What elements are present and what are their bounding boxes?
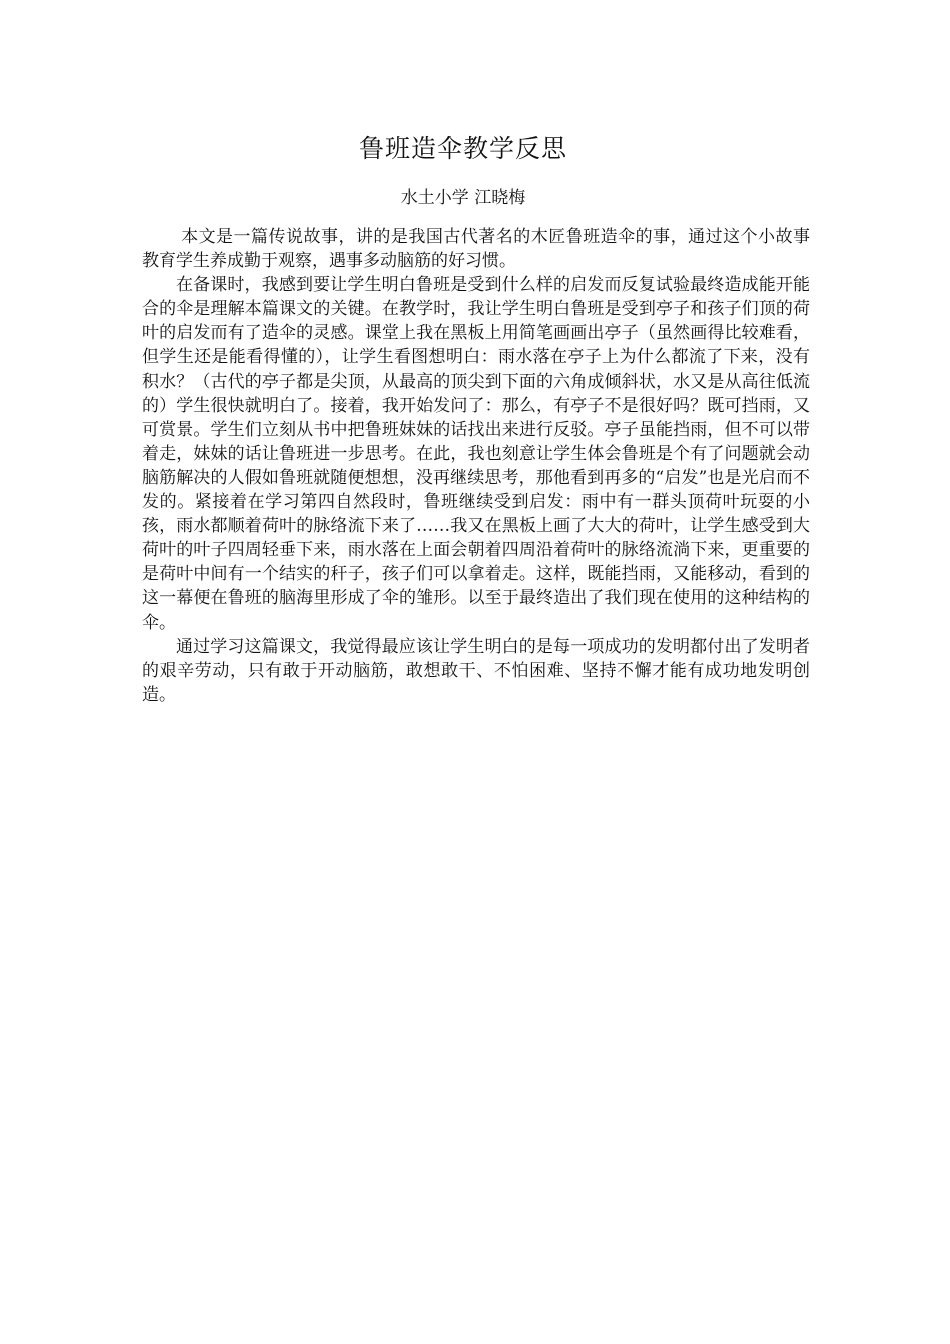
document-title: 鲁班造伞教学反思: [358, 134, 567, 163]
paragraph-conclusion: 通过学习这篇课文，我觉得最应该让学生明白的是每一项成功的发明都付出了发明者的艰辛劳动，只有敢于开动脑筋，敢想敢干、不怕困难、坚持不懈才能有成功地发明创造。: [142, 636, 810, 705]
paragraph-intro: 本文是一篇传说故事，讲的是我国古代著名的木匠鲁班造伞的事，通过这个小故事教育学生养成勤于观察，遇事多动脑筋的好习惯。: [142, 227, 810, 272]
paragraph-lesson-process: 在备课时，我感到要让学生明白鲁班是受到什么样的启发而反复试验最终造成能开能合的伞是理解本篇课文的关键。在教学时，我让学生明白鲁班是受到亭子和孩子们顶的荷叶的启发而有了造伞的灵感。课堂上我在黑板上用简笔画画出亭子（虽然画得比较难看，但学生还是能看得懂的），让学生看图想明白：雨水落在亭子上为什么都流了下来，没有积水？（古代的亭子都是尖顶，从最高的顶尖到下面的六角成倾斜状，水又是从高往低流的）学生很快就明白了。接着，我开始发问了：那么，有亭子不是很好吗？既可挡雨，又可赏景。学生们立刻从书中把鲁班妹妹的话找出来进行反驳。亭子虽能挡雨，但不可以带着走，妹妹的话让鲁班进一步思考。在此，我也刻意让学生体会鲁班是个有了问题就会动脑筋解决的人假如鲁班就随便想想，没再继续思考，那他看到再多的“启发”也是光启而不发的。紧接着在学习第四自然段时，鲁班继续受到启发：雨中有一群头顶荷叶玩耍的小孩，雨水都顺着荷叶的脉络流下来了……我又在黑板上画了大大的荷叶，让学生感受到大荷叶的叶子四周轻垂下来，雨水落在上面会朝着四周沿着荷叶的脉络流淌下来，更重要的是荷叶中间有一个结实的秆子，孩子们可以拿着走。这样，既能挡雨，又能移动，看到的这一幕便在鲁班的脑海里形成了伞的雏形。以至于最终造出了我们现在使用的这种结构的伞。: [142, 275, 810, 633]
document-body: [142, 225, 810, 707]
author-byline: 水土小学 江晓梅: [400, 188, 526, 208]
